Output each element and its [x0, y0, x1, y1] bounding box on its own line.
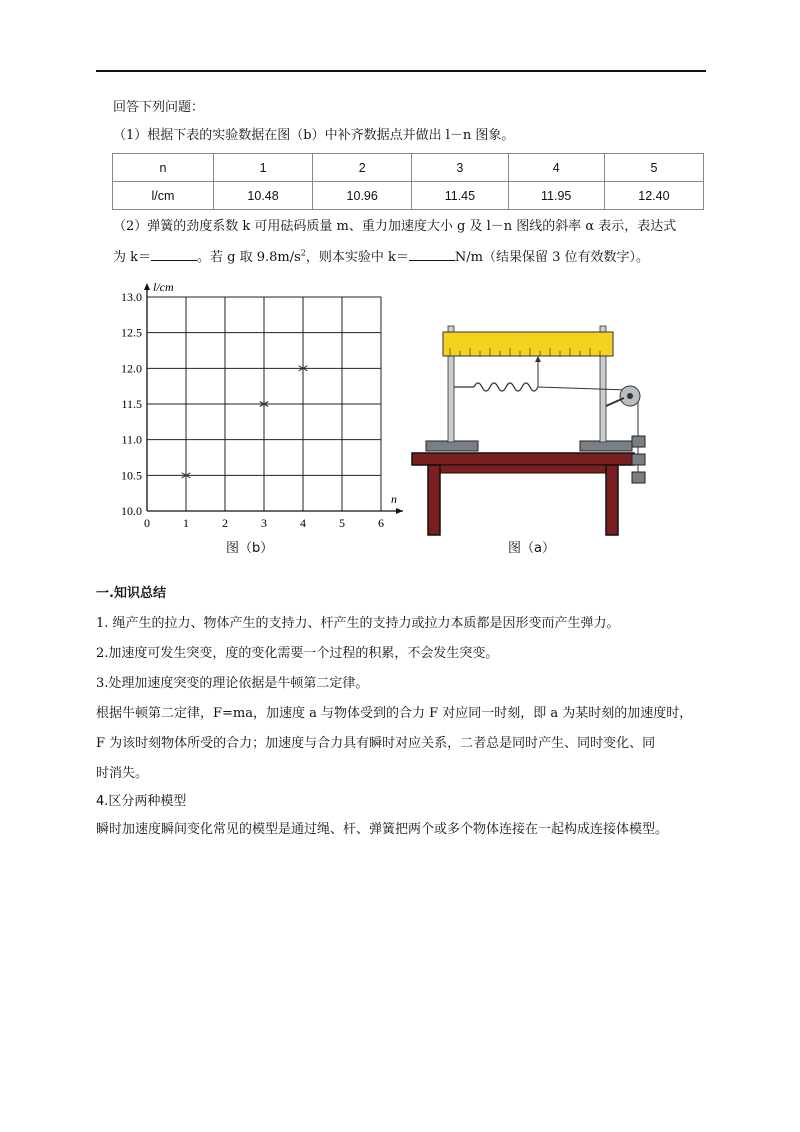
table-cell: 11.95 — [508, 182, 604, 210]
table-leg-right — [606, 465, 618, 535]
question-2-line-1: （2）弹簧的劲度系数 k 可用砝码质量 m、重力加速度大小 g 及 l－n 图线的斜率 α 表示，表达式 — [113, 219, 677, 234]
header-rule — [96, 70, 706, 72]
summary-point-4-line-1: 根据牛顿第二定律，F=ma，加速度 a 与物体受到的合力 F 对应同一时刻，即 a 为某时刻的加速度时， — [96, 706, 693, 721]
y-axis-label: l/cm — [153, 280, 174, 294]
table-cell: 3 — [412, 154, 508, 182]
x-tick-label: 3 — [261, 516, 267, 530]
string — [538, 387, 628, 390]
table-cell: l/cm — [113, 182, 214, 210]
q2-superscript: 2 — [300, 248, 306, 258]
question-1: （1）根据下表的实验数据在图（b）中补齐数据点并做出 l－n 图象。 — [113, 128, 515, 143]
x-tick-label: 1 — [183, 516, 189, 530]
stand-base-left — [426, 441, 478, 451]
y-tick-label: 12.5 — [121, 325, 142, 340]
table-cell: 10.48 — [214, 182, 313, 210]
ruler — [443, 332, 613, 356]
q2-text-b: 。若 g 取 9.8m/s — [197, 250, 301, 265]
table-cell: 12.40 — [604, 182, 703, 210]
y-tick-label: 13.0 — [121, 290, 142, 304]
table-cell: 10.96 — [313, 182, 412, 210]
intro-text: 回答下列问题： — [113, 100, 205, 115]
table-apron — [434, 465, 612, 473]
x-axis-arrow — [396, 508, 403, 514]
q2-text-a: 为 k＝ — [113, 250, 152, 265]
weight-1 — [632, 436, 645, 447]
chart-caption: 图（b） — [226, 541, 274, 556]
q2-text-d: N/m（结果保留 3 位有效数字）。 — [454, 250, 650, 265]
x-tick-label: 0 — [144, 516, 150, 530]
x-tick-label: 2 — [222, 516, 228, 530]
table-leg-left — [428, 465, 440, 535]
table-header-row — [113, 154, 704, 182]
summary-point-1: 1. 绳产生的拉力、物体产生的支持力、杆产生的支持力或拉力本质都是因形变而产生弹力。 — [96, 616, 620, 631]
weight-3 — [632, 472, 645, 483]
apparatus-figure — [410, 318, 650, 548]
table-cell: 5 — [604, 154, 703, 182]
section-heading: 一.知识总结 — [96, 586, 166, 601]
answer-blank-2 — [409, 248, 455, 261]
figure-a-caption: 图（a） — [508, 541, 555, 556]
table-cell: 4 — [508, 154, 604, 182]
stand-base-right — [580, 441, 632, 451]
table-cell: 2 — [313, 154, 412, 182]
weight-2 — [632, 454, 645, 465]
model-heading: 4.区分两种模型 — [96, 794, 187, 809]
table-cell: n — [113, 154, 214, 182]
summary-point-3: 3.处理加速度突变的理论依据是牛顿第二定律。 — [96, 676, 369, 691]
spring — [474, 383, 538, 391]
table-cell: 11.45 — [412, 182, 508, 210]
table-cell: 1 — [214, 154, 313, 182]
l-n-chart — [110, 278, 410, 538]
table-top — [412, 453, 634, 465]
x-tick-label: 6 — [378, 516, 384, 530]
answer-blank-1 — [151, 248, 197, 261]
pulley-axle — [627, 393, 633, 399]
x-tick-label: 5 — [339, 516, 345, 530]
table-row — [113, 182, 704, 210]
summary-point-5: 瞬时加速度瞬间变化常见的模型是通过绳、杆、弹簧把两个或多个物体连接在一起构成连接体模型。 — [96, 822, 669, 837]
data-table — [112, 153, 704, 210]
y-tick-label: 11.5 — [121, 397, 142, 411]
x-axis-label: n — [391, 492, 397, 506]
y-tick-label: 11.0 — [121, 432, 142, 447]
question-2-line-2 — [113, 248, 649, 264]
pulley-clamp — [606, 398, 624, 406]
pointer-tip — [535, 356, 541, 362]
y-tick-label: 10.0 — [121, 504, 142, 518]
summary-point-4-line-3: 时消失。 — [96, 766, 149, 781]
y-axis-arrow — [144, 283, 150, 290]
x-tick-label: 4 — [300, 516, 306, 530]
summary-point-2: 2.加速度可发生突变，度的变化需要一个过程的积累，不会发生突变。 — [96, 646, 499, 661]
summary-point-4-line-2: F 为该时刻物体所受的合力；加速度与合力具有瞬时对应关系，二者总是同时产生、同时变化、同 — [96, 736, 656, 751]
y-tick-label: 12.0 — [121, 361, 142, 376]
y-tick-label: 10.5 — [121, 468, 142, 483]
q2-text-c: ，则本实验中 k＝ — [305, 250, 409, 265]
